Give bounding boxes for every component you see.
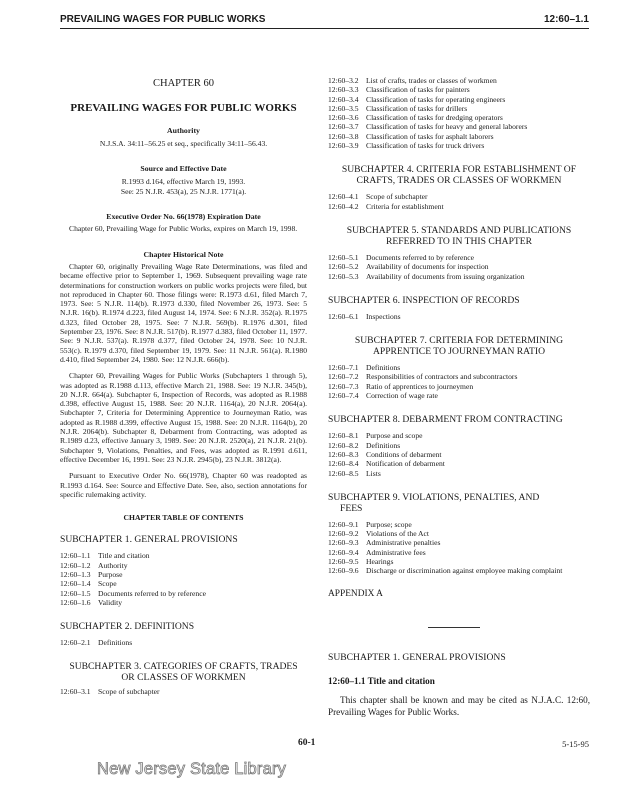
toc-entry-number: 12:60–8.3	[328, 449, 359, 459]
toc-entry	[60, 570, 307, 579]
toc-entry	[328, 272, 590, 281]
toc-entry-number: 12:60–3.7	[328, 122, 359, 132]
toc-entry	[328, 441, 590, 450]
toc-entry-title: Classification of tasks for dredging operators	[366, 113, 503, 123]
toc-entry-title: Conditions of debarment	[366, 449, 442, 459]
toc-entry-title: Inspections	[366, 311, 401, 321]
toc-entry	[328, 85, 590, 94]
toc-subchapter-5	[328, 225, 590, 247]
toc-entry	[328, 132, 590, 141]
toc-subchapter-8: SUBCHAPTER 8. DEBARMENT FROM CONTRACTING	[328, 414, 563, 426]
toc-entry-number: 12:60–1.5	[60, 588, 91, 598]
chapter-title: PREVAILING WAGES FOR PUBLIC WORKS	[70, 102, 297, 115]
toc-entry	[60, 589, 307, 598]
toc-entry-title: Title and citation	[98, 551, 150, 561]
toc-subchapter-5-line2: REFERRED TO IN THIS CHAPTER	[385, 235, 533, 247]
appendix-a: APPENDIX A	[328, 588, 383, 599]
toc-entry-title: Ratio of apprentices to journeymen	[366, 381, 474, 391]
toc-entry	[328, 253, 590, 262]
toc-entry-title: Classification of tasks for asphalt laborers	[366, 131, 494, 141]
subchapter-1-heading: SUBCHAPTER 1. GENERAL PROVISIONS	[328, 651, 506, 663]
toc-entry-number: 12:60–7.2	[328, 372, 359, 382]
toc-subchapter-2: SUBCHAPTER 2. DEFINITIONS	[60, 621, 195, 633]
toc-entry-title: Responsibilities of contractors and subcontractors	[366, 372, 518, 382]
toc-entry-number: 12:60–1.3	[60, 569, 91, 579]
toc-subchapter-3	[60, 661, 307, 683]
source-text-2: See: 25 N.J.R. 453(a), 25 N.J.R. 1771(a).	[120, 186, 247, 196]
toc-entry-title: Authority	[98, 560, 128, 570]
toc-entry-number: 12:60–3.5	[328, 103, 359, 113]
toc-entry-number: 12:60–2.1	[60, 638, 91, 648]
toc-entry-title: Definitions	[366, 440, 401, 450]
toc-entry-number: 12:60–9.1	[328, 519, 359, 529]
toc-entry	[328, 548, 590, 557]
toc-entry	[328, 141, 590, 150]
toc-entry-number: 12:60–3.9	[328, 141, 359, 151]
toc-entry-number: 12:60–1.1	[60, 551, 91, 561]
toc-list	[60, 638, 307, 647]
page-date: 5-15-95	[562, 739, 589, 749]
toc-entry-title: Purpose	[98, 569, 123, 579]
toc-entry-number: 12:60–5.1	[328, 252, 359, 262]
toc-subchapter-9-line2: FEES	[340, 502, 363, 514]
toc-entry-title: Validity	[98, 597, 123, 607]
toc-entry-title: Administrative fees	[366, 547, 426, 557]
toc-entry-number: 12:60–8.2	[328, 440, 359, 450]
toc-entry-title: Discharge or discrimination against employee making complaint	[366, 566, 563, 576]
toc-entry	[328, 566, 590, 575]
toc-list	[328, 192, 590, 211]
left-column	[60, 74, 307, 697]
toc-entry-number: 12:60–8.1	[328, 431, 359, 441]
library-watermark: New Jersey State Library	[97, 760, 287, 778]
toc-entry-title: Documents referred to by reference	[98, 588, 206, 598]
toc-entry	[328, 312, 590, 321]
toc-list	[60, 687, 307, 696]
authority-text: N.J.S.A. 34:11–56.25 et seq., specifically 34:11–56.43.	[99, 138, 268, 148]
toc-subchapter-7-line1: SUBCHAPTER 7. CRITERIA FOR DETERMINING	[354, 335, 564, 347]
toc-heading: CHAPTER TABLE OF CONTENTS	[123, 513, 244, 523]
exec-order-text: Chapter 60, Prevailing Wage for Public Works, expires on March 19, 1998.	[69, 224, 298, 234]
toc-entry-title: Classification of tasks for operating engineers	[366, 94, 506, 104]
toc-subchapter-4-line2: CRAFTS, TRADES OR CLASSES OF WORKMEN	[356, 175, 562, 187]
toc-entry-title: Documents referred to by reference	[366, 252, 474, 262]
toc-entry-number: 12:60–3.6	[328, 113, 359, 123]
toc-list	[60, 551, 307, 607]
toc-entry-number: 12:60–4.2	[328, 201, 359, 211]
toc-list	[328, 76, 590, 150]
toc-entry-number: 12:60–9.6	[328, 566, 359, 576]
toc-entry	[328, 372, 590, 381]
toc-entry-number: 12:60–3.8	[328, 131, 359, 141]
toc-entry	[328, 76, 590, 85]
toc-entry-number: 12:60–9.3	[328, 538, 359, 548]
toc-subchapter-4-line1: SUBCHAPTER 4. CRITERIA FOR ESTABLISHMENT OF	[341, 164, 577, 176]
toc-list	[328, 363, 590, 400]
toc-entry	[328, 113, 590, 122]
toc-entry-title: Hearings	[366, 557, 394, 567]
toc-entry	[60, 551, 307, 560]
toc-list	[328, 312, 590, 321]
toc-entry-title: Correction of wage rate	[366, 391, 438, 401]
toc-subchapter-3-line1: SUBCHAPTER 3. CATEGORIES OF CRAFTS, TRADES	[69, 661, 298, 673]
toc-entry-title: Lists	[366, 468, 381, 478]
section-heading: 12:60–1.1 Title and citation	[328, 675, 435, 686]
toc-entry-number: 12:60–6.1	[328, 311, 359, 321]
toc-entry-number: 12:60–7.3	[328, 381, 359, 391]
toc-entry-title: Definitions	[98, 638, 133, 648]
toc-entry-title: Purpose and scope	[366, 431, 423, 441]
toc-list	[328, 253, 590, 281]
toc-entry	[328, 363, 590, 372]
toc-entry-number: 12:60–3.4	[328, 94, 359, 104]
toc-entry-number: 12:60–5.2	[328, 262, 359, 272]
toc-entry-number: 12:60–7.1	[328, 363, 359, 373]
toc-entry	[328, 557, 590, 566]
running-header	[60, 12, 589, 29]
toc-entry-number: 12:60–4.1	[328, 192, 359, 202]
toc-subchapter-3-line2: OR CLASSES OF WORKMEN	[121, 672, 246, 684]
toc-entry-title: Administrative penalties	[366, 538, 441, 548]
right-column	[328, 76, 590, 718]
toc-entry-title: Definitions	[366, 363, 401, 373]
toc-entry	[328, 391, 590, 400]
toc-entry	[328, 382, 590, 391]
toc-entry-title: Classification of tasks for truck drivers	[366, 141, 485, 151]
divider-rule	[428, 627, 480, 628]
toc-entry-number: 12:60–9.4	[328, 547, 359, 557]
toc-subchapter-6: SUBCHAPTER 6. INSPECTION OF RECORDS	[328, 294, 520, 306]
toc-entry-title: Notification of debarment	[366, 459, 445, 469]
toc-subchapter-7	[328, 335, 590, 357]
toc-entry-title: Scope of subchapter	[366, 192, 428, 202]
exec-order-heading: Executive Order No. 66(1978) Expiration Date	[106, 212, 261, 222]
toc-subchapter-1: SUBCHAPTER 1. GENERAL PROVISIONS	[60, 534, 238, 546]
toc-entry-title: Availability of documents from issuing organization	[366, 271, 525, 281]
toc-entry-title: Classification of tasks for heavy and general laborers	[366, 122, 528, 132]
toc-entry-number: 12:60–9.5	[328, 557, 359, 567]
chapter-number: CHAPTER 60	[153, 78, 214, 89]
header-section: 12:60–1.1	[543, 14, 589, 25]
toc-subchapter-4	[328, 164, 590, 186]
toc-subchapter-9-line1: SUBCHAPTER 9. VIOLATIONS, PENALTIES, AND	[328, 491, 540, 503]
toc-entry-number: 12:60–1.2	[60, 560, 91, 570]
toc-entry	[60, 598, 307, 607]
historical-note-heading: Chapter Historical Note	[143, 249, 224, 259]
toc-entry	[60, 687, 307, 696]
toc-entry	[328, 431, 590, 440]
toc-entry-number: 12:60–1.4	[60, 579, 91, 589]
toc-entry	[328, 95, 590, 104]
toc-entry-title: Scope	[98, 579, 117, 589]
toc-entry	[328, 459, 590, 468]
toc-entry-title: Criteria for establishment	[366, 201, 444, 211]
toc-subchapter-9	[328, 492, 590, 514]
toc-entry	[60, 579, 307, 588]
toc-entry-number: 12:60–1.6	[60, 597, 91, 607]
historical-note-2: Chapter 60, Prevailing Wages for Public Works (Subchapters 1 through 5), was adopted as R.1988 d.113, effective March 21, 1988. See: 19 N.J.R. 345(b), 20 N.J.R. 664(a). Subchapter 6, Inspection of Records, was adopted as R.1988 d.398, effective August 15, 1988. See: 20 N.J.R. 1164(a), 20 N.J.R. 2064(a). Subchapter 7, Criteria for Determining Apprentice to Journeyman Ratio, was adopted as R.1988 d.399, effective August 15, 1988. See: 20 N.J.R. 1164(b), 20 N.J.R. 2064(b). Subchapter 8, Debarment from Contracting, was adopted as R.1989 d.23, effective January 3, 1989. See: 20 N.J.R. 2520(a), 21 N.J.R. 21(b). Subchapter 9, Violations, Penalties, and Fees, was adopted as R.1991 d.611, effective December 16, 1991. See: 23 N.J.R. 2945(b), 23 N.J.R. 3812(a).	[60, 371, 307, 464]
historical-note-3: Pursuant to Executive Order No. 66(1978), Chapter 60 was readopted as R.1993 d.164. See: Source and Effective Date. See, also, section annotations for specific rulemaking activity.	[60, 471, 307, 499]
authority-heading: Authority	[167, 125, 200, 135]
header-title: PREVAILING WAGES FOR PUBLIC WORKS	[60, 14, 266, 25]
toc-list	[328, 431, 590, 477]
toc-subchapter-5-line1: SUBCHAPTER 5. STANDARDS AND PUBLICATIONS	[346, 224, 572, 236]
toc-entry-number: 12:60–8.4	[328, 459, 359, 469]
page-number: 60-1	[298, 738, 316, 748]
toc-entry-title: Classification of tasks for drillers	[366, 103, 468, 113]
toc-entry	[328, 529, 590, 538]
toc-subchapter-7-line2: APPRENTICE TO JOURNEYMAN RATIO	[372, 346, 546, 358]
toc-entry	[328, 469, 590, 478]
toc-entry	[328, 520, 590, 529]
toc-entry-number: 12:60–3.2	[328, 76, 359, 85]
toc-entry-title: List of crafts, trades or classes of workmen	[366, 76, 497, 85]
toc-entry-number: 12:60–3.1	[60, 687, 91, 697]
toc-entry	[328, 450, 590, 459]
source-heading: Source and Effective Date	[140, 164, 227, 174]
toc-entry	[328, 538, 590, 547]
toc-entry-title: Purpose; scope	[366, 519, 412, 529]
source-text-1: R.1993 d.164, effective March 19, 1993.	[121, 177, 246, 187]
toc-entry-number: 12:60–9.2	[328, 529, 359, 539]
toc-entry-title: Availability of documents for inspection	[366, 262, 489, 272]
toc-entry	[60, 561, 307, 570]
toc-entry-number: 12:60–3.3	[328, 85, 359, 95]
toc-entry-title: Scope of subchapter	[98, 687, 160, 697]
toc-entry	[328, 122, 590, 131]
section-body: This chapter shall be known and may be cited as N.J.A.C. 12:60, Prevailing Wages for Public Works.	[328, 695, 590, 718]
toc-entry	[328, 262, 590, 271]
toc-entry-number: 12:60–7.4	[328, 391, 359, 401]
toc-entry	[60, 638, 307, 647]
toc-list	[328, 520, 590, 576]
toc-entry-number: 12:60–8.5	[328, 468, 359, 478]
toc-entry-title: Violations of the Act	[366, 529, 430, 539]
historical-note-1: Chapter 60, originally Prevailing Wage Rate Determinations, was filed and became effective prior to September 1, 1969. Subsequent prevailing wage rate determinations for construction workers on public works projects were filed, but not reproduced in Chapter 60. Those filings were: R.1973 d.61, filed March 7, 1973. See: 5 N.J.R. 114(b). R.1973 d.330, filed November 26, 1973. See: 5 N.J.R. 16(b). R.1974 d.223, filed August 14, 1974. See: 6 N.J.R. 352(a). R.1975 d.323, filed October 28, 1975. See: 7 N.J.R. 569(b). R.1976 d.301, filed September 23, 1976. See: 8 N.J.R. 517(b). R.1977 d.383, filed October 11, 1977. See: 9 N.J.R. 537(a). R.1978 d.377, filed October 24, 1978. See: 10 N.J.R. 553(c). R.1979 d.370, filed September 19, 1979. See: 11 N.J.R. 561(a). R.1980 d.410, filed September 24, 1980. See: 12 N.J.R. 666(b).	[60, 261, 307, 364]
toc-entry	[328, 104, 590, 113]
toc-entry-title: Classification of tasks for painters	[366, 85, 470, 95]
toc-entry	[328, 192, 590, 201]
toc-entry	[328, 202, 590, 211]
toc-entry-number: 12:60–5.3	[328, 271, 359, 281]
